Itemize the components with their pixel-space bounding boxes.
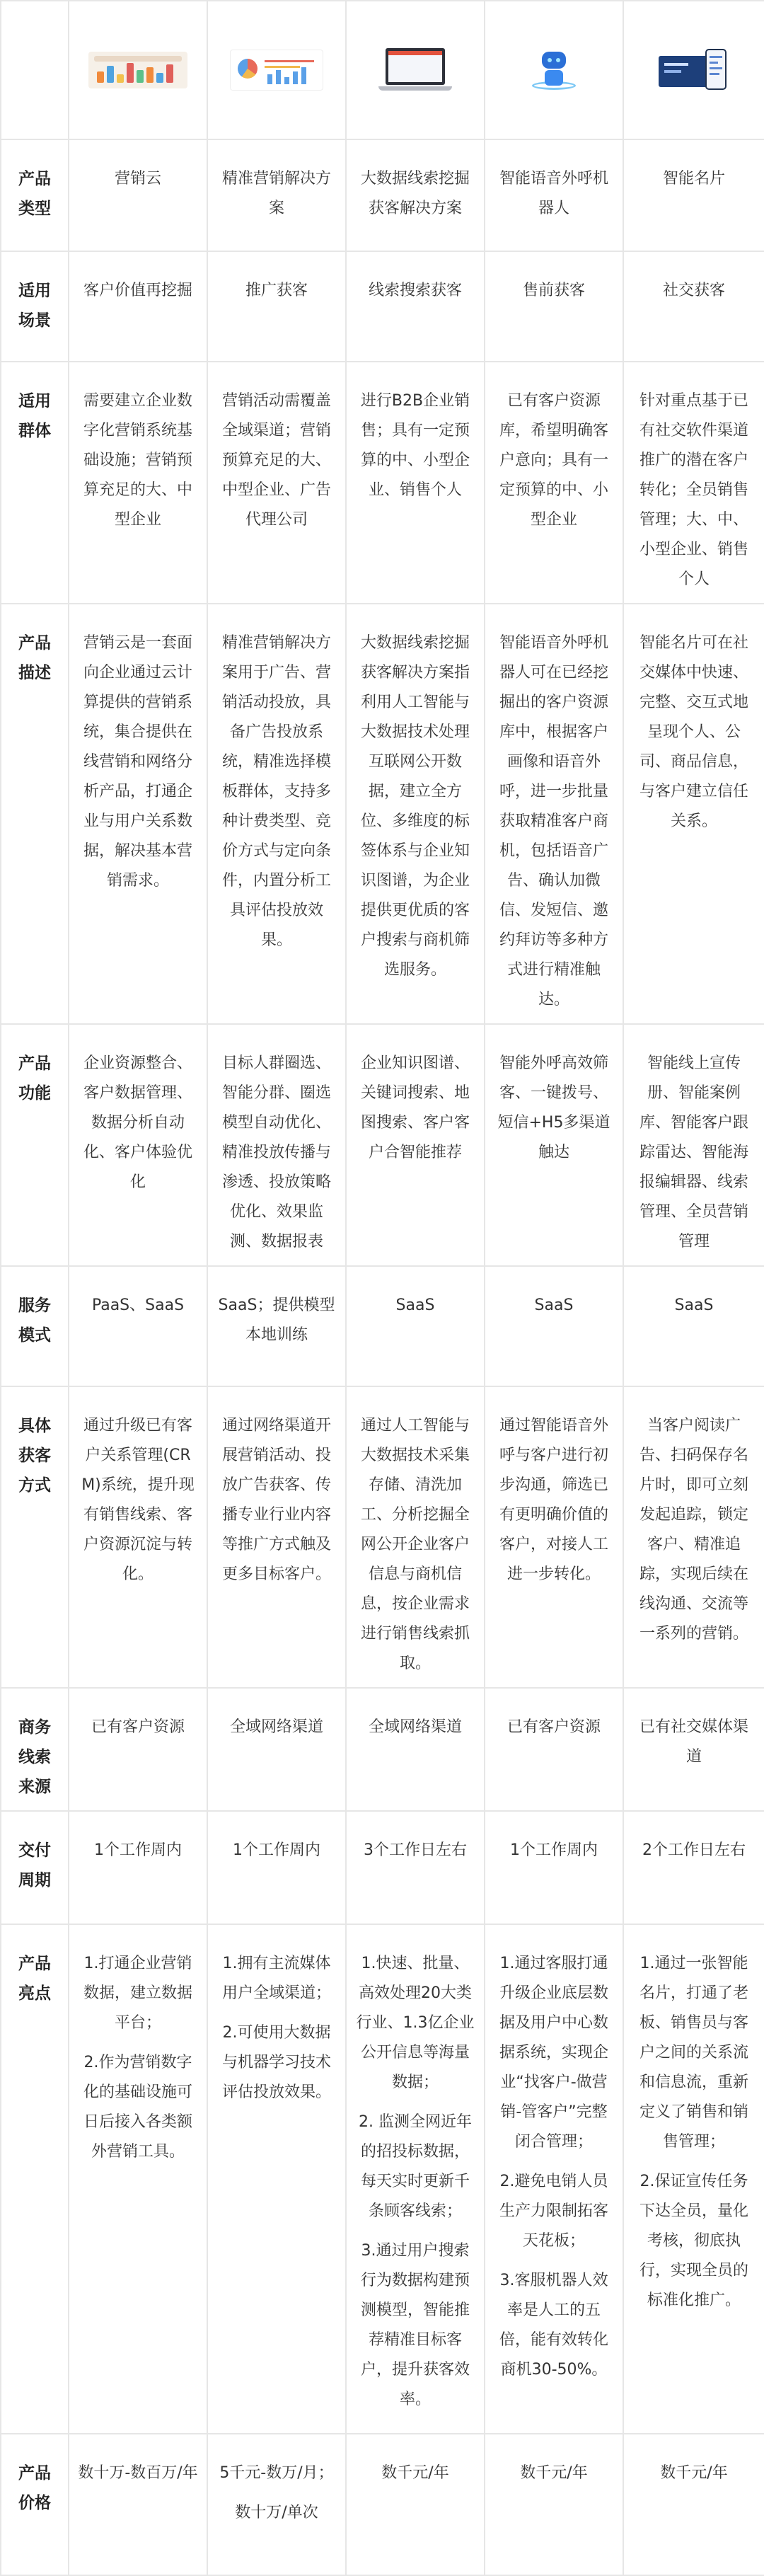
- row-lead-source: [1, 1688, 764, 1811]
- product-image-cell: [346, 1, 485, 139]
- table-cell: 营销活动需覆盖全域渠道；营销预算充足的大、中型企业、广告代理公司: [207, 362, 346, 604]
- product-image-cell: [485, 1, 623, 139]
- table-cell: 全域网络渠道: [346, 1688, 485, 1811]
- laptop-screenshot-icon: [376, 47, 455, 93]
- table-cell: 社交获客: [623, 251, 764, 362]
- table-cell: 进行B2B企业销售；具有一定预算的中、小型企业、销售个人: [346, 362, 485, 604]
- table-cell: [346, 1924, 485, 2434]
- table-cell: 已有社交媒体渠道: [623, 1688, 764, 1811]
- table-cell: [485, 1924, 623, 2434]
- table-cell: 精准营销解决方案: [207, 139, 346, 251]
- table-cell: 精准营销解决方案用于广告、营销活动投放，具备广告投放系统，精准选择模板群体，支持多种计费类型、竞价方式与定向条件，内置分析工具评估投放效果。: [207, 604, 346, 1024]
- table-cell: 售前获客: [485, 251, 623, 362]
- table-cell: 1个工作周内: [69, 1811, 207, 1924]
- highlight-point: 1.拥有主流媒体用户全域渠道；: [221, 1955, 331, 2002]
- table-cell: 企业资源整合、客户数据管理、数据分析自动化、客户体验优化: [69, 1024, 207, 1266]
- table-cell: 已有客户资源库，希望明确客户意向；具有一定预算的中、小型企业: [485, 362, 623, 604]
- highlight-point: 2.可使用大数据与机器学习技术评估投放效果。: [221, 2024, 331, 2101]
- product-image-cell: [207, 1, 346, 139]
- product-image-cell: [623, 1, 764, 139]
- product-image-cell: [69, 1, 207, 139]
- row-description: [1, 604, 764, 1024]
- price-text: 数千元/年: [660, 2464, 728, 2482]
- report-charts-screenshot-icon: [230, 50, 323, 91]
- row-header: 适用场景: [1, 251, 69, 362]
- table-cell: SaaS；提供模型本地训练: [207, 1266, 346, 1386]
- row-header: 产品功能: [1, 1024, 69, 1266]
- table-cell: 通过智能语音外呼与客户进行初步沟通，筛选已有更明确价值的客户，对接人工进一步转化。: [485, 1386, 623, 1688]
- row-highlights: [1, 1924, 764, 2434]
- price-text: 数十万/单次: [235, 2504, 318, 2522]
- highlight-point: 1.通过客服打通升级企业底层数据及用户中心数据系统，实现企业“找客户-做营销-管客户”完整闭合管理；: [499, 1955, 608, 2151]
- business-card-phone-icon: [656, 47, 732, 93]
- row-header: 产品价格: [1, 2434, 69, 2575]
- highlight-point: 2.保证宣传任务下达全员，量化考核，彻底执行，实现全员的标准化推广。: [639, 2173, 748, 2309]
- table-cell: 1个工作周内: [485, 1811, 623, 1924]
- row-scenario: [1, 251, 764, 362]
- table-cell: 营销云是一套面向企业通过云计算提供的营销系统，集合提供在线营销和网络分析产品，打通企业与用户关系数据，解决基本营销需求。: [69, 604, 207, 1024]
- table-cell: 推广获客: [207, 251, 346, 362]
- table-cell: [207, 2434, 346, 2575]
- row-audience: [1, 362, 764, 604]
- table-cell: 3个工作日左右: [346, 1811, 485, 1924]
- highlight-point: 2.避免电销人员生产力限制拓客天花板；: [499, 2173, 608, 2250]
- table-cell: 已有客户资源: [69, 1688, 207, 1811]
- row-header: 服务模式: [1, 1266, 69, 1386]
- row-acquisition-method: [1, 1386, 764, 1688]
- row-header: 商务线索来源: [1, 1688, 69, 1811]
- table-cell: [207, 1924, 346, 2434]
- table-cell: 营销云: [69, 139, 207, 251]
- table-cell: 企业知识图谱、关键词搜索、地图搜索、客户客户合智能推荐: [346, 1024, 485, 1266]
- table-cell: 2个工作日左右: [623, 1811, 764, 1924]
- dashboard-screenshot-icon: [88, 52, 187, 88]
- table-cell: 智能名片: [623, 139, 764, 251]
- table-cell: 智能名片可在社交媒体中快速、完整、交互式地呈现个人、公司、商品信息，与客户建立信任关系。: [623, 604, 764, 1024]
- row-header: 产品亮点: [1, 1924, 69, 2434]
- table-cell: 需要建立企业数字化营销系统基础设施；营销预算充足的大、中型企业: [69, 362, 207, 604]
- table-cell: [69, 1924, 207, 2434]
- table-cell: 客户价值再挖掘: [69, 251, 207, 362]
- table-cell: 当客户阅读广告、扫码保存名片时，即可立刻发起追踪，锁定客户、精准追踪，实现后续在线沟通、交流等一系列的营销。: [623, 1386, 764, 1688]
- row-service-mode: [1, 1266, 764, 1386]
- highlight-point: 2. 监测全网近年的招投标数据，每天实时更新千条顾客线索；: [359, 2113, 472, 2220]
- price-text: 数千元/年: [381, 2464, 449, 2482]
- highlight-point: 3.通过用户搜索行为数据构建预测模型，智能推荐精准目标客户，提升获客效率。: [360, 2242, 470, 2408]
- highlight-point: 1.快速、批量、高效处理20大类行业、1.3亿企业公开信息等海量数据；: [356, 1955, 475, 2091]
- row-delivery-cycle: [1, 1811, 764, 1924]
- product-image-row: [1, 1, 764, 139]
- table-cell: 通过升级已有客户关系管理(CRM)系统，提升现有销售线索、客户资源沉淀与转化。: [69, 1386, 207, 1688]
- table-cell: 大数据线索挖掘获客解决方案指利用人工智能与大数据技术处理互联网公开数据，建立全方位、多维度的标签体系与企业知识图谱，为企业提供更优质的客户搜索与商机筛选服务。: [346, 604, 485, 1024]
- row-features: [1, 1024, 764, 1266]
- table-cell: 1个工作周内: [207, 1811, 346, 1924]
- row-header: 适用群体: [1, 362, 69, 604]
- table-cell: [623, 2434, 764, 2575]
- highlight-point: 1.通过一张智能名片，打通了老板、销售员与客户之间的关系流和信息流，重新定义了销售和销售管理；: [639, 1955, 748, 2151]
- table-cell: 智能语音外呼机器人可在已经挖掘出的客户资源库中，根据客户画像和语音外呼，进一步批量获取精准客户商机，包括语音广告、确认加微信、发短信、邀约拜访等多种方式进行精准触达。: [485, 604, 623, 1024]
- price-text: 数十万-数百万/年: [78, 2464, 198, 2482]
- row-header: 产品描述: [1, 604, 69, 1024]
- table-cell: 智能语音外呼机器人: [485, 139, 623, 251]
- table-cell: SaaS: [623, 1266, 764, 1386]
- table-cell: 通过人工智能与大数据技术采集存储、清洗加工、分析挖掘全网公开企业客户信息与商机信息，按企业需求进行销售线索抓取。: [346, 1386, 485, 1688]
- price-text: 数千元/年: [520, 2464, 588, 2482]
- table-cell: [485, 2434, 623, 2575]
- row-price: [1, 2434, 764, 2575]
- table-cell: 已有客户资源: [485, 1688, 623, 1811]
- highlight-point: 1.打通企业营销数据，建立数据平台；: [83, 1955, 192, 2032]
- table-cell: [623, 1924, 764, 2434]
- row-header: 具体获客方式: [1, 1386, 69, 1688]
- table-cell: 通过网络渠道开展营销活动、投放广告获客、传播专业行业内容等推广方式触及更多目标客户。: [207, 1386, 346, 1688]
- table-cell: [69, 2434, 207, 2575]
- price-text: 5千元-数万/月；: [219, 2464, 334, 2482]
- robot-icon: [529, 47, 579, 93]
- row-product-type: [1, 139, 764, 251]
- row-header: 交付周期: [1, 1811, 69, 1924]
- table-cell: 智能外呼高效筛客、一键拨号、短信+H5多渠道触达: [485, 1024, 623, 1266]
- table-cell: SaaS: [346, 1266, 485, 1386]
- highlight-point: 3.客服机器人效率是人工的五倍，能有效转化商机30-50%。: [499, 2272, 608, 2379]
- table-cell: 线索搜索获客: [346, 251, 485, 362]
- table-cell: [346, 2434, 485, 2575]
- table-cell: 全域网络渠道: [207, 1688, 346, 1811]
- table-cell: 智能线上宣传册、智能案例库、智能客户跟踪雷达、智能海报编辑器、线索管理、全员营销管理: [623, 1024, 764, 1266]
- table-cell: SaaS: [485, 1266, 623, 1386]
- table-cell: 目标人群圈选、智能分群、圈选模型自动优化、精准投放传播与渗透、投放策略优化、效果监测、数据报表: [207, 1024, 346, 1266]
- empty-header-cell: [1, 1, 69, 139]
- table-cell: 针对重点基于已有社交软件渠道推广的潜在客户转化；全员销售管理；大、中、小型企业、销售个人: [623, 362, 764, 604]
- row-header: 产品类型: [1, 139, 69, 251]
- table-cell: 大数据线索挖掘获客解决方案: [346, 139, 485, 251]
- table-cell: PaaS、SaaS: [69, 1266, 207, 1386]
- highlight-point: 2.作为营销数字化的基础设施可日后接入各类额外营销工具。: [83, 2054, 192, 2161]
